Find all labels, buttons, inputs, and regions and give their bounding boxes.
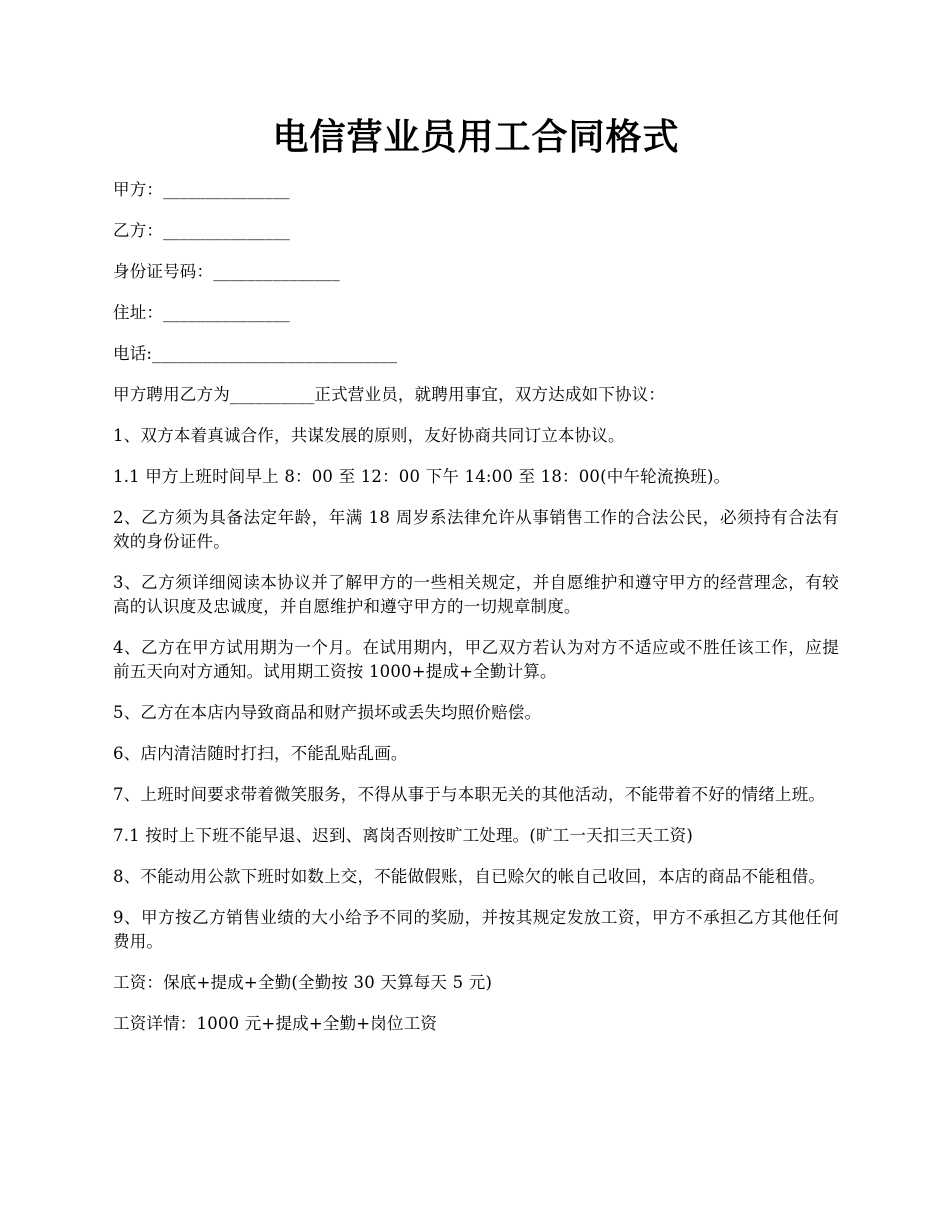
clause-4: 4、乙方在甲方试用期为一个月。在试用期内，甲乙双方若认为对方不适应或不胜任该工作，应提前五天向对方通知。试用期工资按 1000+提成+全勤计算。 xyxy=(113,638,839,681)
clause-7: 7、上班时间要求带着微笑服务，不得从事于与本职无关的其他活动，不能带着不好的情绪上班。 xyxy=(113,785,826,804)
clause-3: 3、乙方须详细阅读本协议并了解甲方的一些相关规定，并自愿维护和遵守甲方的经营理念，有较高的认识度及忠诚度，并自愿维护和遵守甲方的一切规章制度。 xyxy=(113,573,839,616)
phone-field: 电话:_____________________________ xyxy=(113,344,398,363)
clause-8: 8、不能动用公款下班时如数上交，不能做假账，自已赊欠的帐自己收回，本店的商品不能租借。 xyxy=(113,867,826,886)
document-body xyxy=(113,178,839,1053)
address-field: 住址：_______________ xyxy=(113,303,290,322)
clause-2: 2、乙方须为具备法定年龄，年满 18 周岁系法律允许从事销售工作的合法公民，必须持有合法有效的身份证件。 xyxy=(113,508,839,551)
salary-detail-line: 工资详情：1000 元+提成+全勤+岗位工资 xyxy=(113,1014,438,1033)
clause-9: 9、甲方按乙方销售业绩的大小给予不同的奖励，并按其规定发放工资，甲方不承担乙方其他任何费用。 xyxy=(113,908,839,951)
clause-5: 5、乙方在本店内导致商品和财产损坏或丢失均照价赔偿。 xyxy=(113,703,542,722)
document-title: 电信营业员用工合同格式 xyxy=(272,116,680,158)
party-b-field: 乙方：_______________ xyxy=(113,221,290,240)
clause-6: 6、店内清洁随时打扫，不能乱贴乱画。 xyxy=(113,744,408,763)
clause-1-1: 1.1 甲方上班时间早上 8：00 至 12：00 下午 14:00 至 18：00(中午轮流换班)。 xyxy=(113,467,731,486)
party-a-field: 甲方：_______________ xyxy=(113,180,290,199)
id-number-field: 身份证号码：_______________ xyxy=(113,262,340,281)
clause-1: 1、双方本着真诚合作，共谋发展的原则，友好协商共同订立本协议。 xyxy=(113,426,625,445)
salary-line: 工资：保底+提成+全勤(全勤按 30 天算每天 5 元) xyxy=(113,973,493,992)
intro-paragraph: 甲方聘用乙方为__________正式营业员，就聘用事宜，双方达成如下协议： xyxy=(113,385,666,404)
clause-7-1: 7.1 按时上下班不能早退、迟到、离岗否则按旷工处理。(旷工一天扣三天工资) xyxy=(113,826,693,845)
